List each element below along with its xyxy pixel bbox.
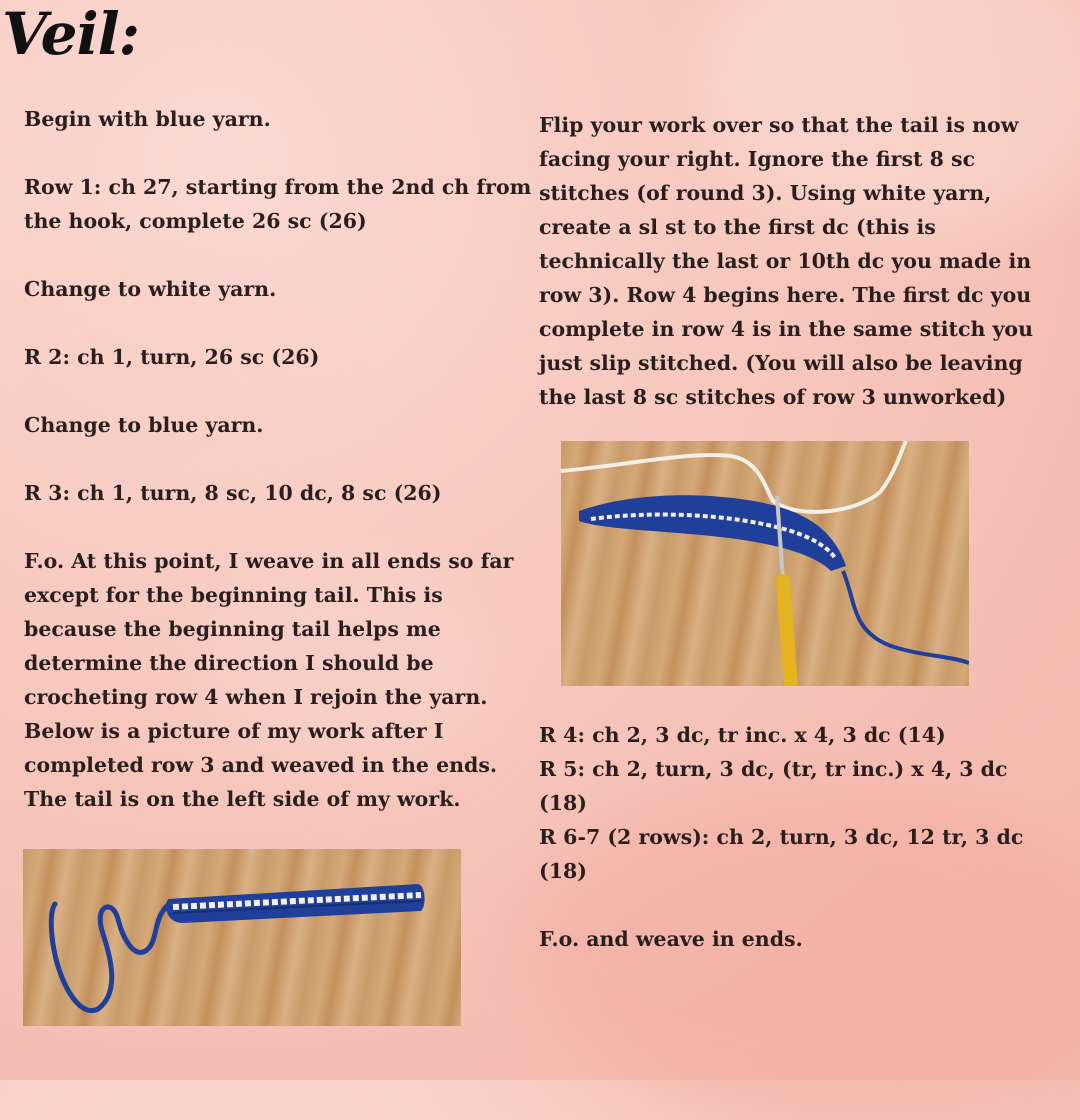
instruction-row-3: R 3: ch 1, turn, 8 sc, 10 dc, 8 sc (26) xyxy=(24,481,442,505)
instruction-start: Begin with blue yarn. xyxy=(24,107,271,131)
left-column xyxy=(24,102,534,816)
row-3-photo xyxy=(23,849,461,1026)
instruction-row-2: R 2: ch 1, turn, 26 sc (26) xyxy=(24,345,320,369)
instruction-row-6-7: R 6-7 (2 rows): ch 2, turn, 3 dc, 12 tr, 3 dc (18) xyxy=(539,825,1024,883)
instruction-change-blue: Change to blue yarn. xyxy=(24,413,264,437)
page-title: Veil: xyxy=(2,0,140,68)
instruction-row-4: R 4: ch 2, 3 dc, tr inc. x 4, 3 dc (14) xyxy=(539,723,946,747)
instruction-fasten-off: F.o. At this point, I weave in all ends so far except for the beginning tail. This is because the beginning tail helps me determine the direction I should be crocheting row 4 when I rejoin the yarn. Below is a picture of my work after I completed row 3 and weaved in the ends. The tail is on the left side of my work. xyxy=(24,549,514,811)
instruction-row-1: Row 1: ch 27, starting from the 2nd ch from the hook, complete 26 sc (26) xyxy=(24,175,532,233)
instruction-change-white: Change to white yarn. xyxy=(24,277,277,301)
row-4-join-photo xyxy=(561,441,969,686)
instruction-row-5: R 5: ch 2, turn, 3 dc, (tr, tr inc.) x 4, 3 dc (18) xyxy=(539,757,1008,815)
right-column xyxy=(539,108,1049,414)
instruction-flip: Flip your work over so that the tail is now facing your right. Ignore the first 8 sc stitches (of round 3). Using white yarn, create a sl st to the first dc (this is technically the last or 10th dc you made in row 3). Row 4 begins here. The first dc you complete in row 4 is in the same stitch you just slip stitched. (You will also be leaving the last 8 sc stitches of row 3 unworked) xyxy=(539,113,1033,409)
right-column-rows xyxy=(539,718,1049,956)
instruction-finish: F.o. and weave in ends. xyxy=(539,927,803,951)
